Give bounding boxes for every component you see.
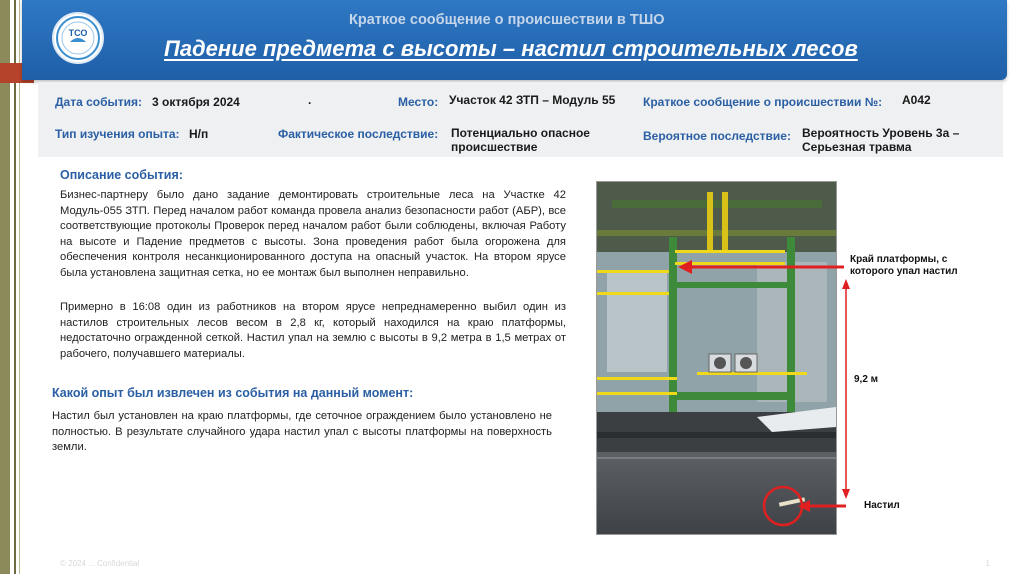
description-para-1: Бизнес-партнеру было дано задание демонтировать строительные леса на Участке 42 Модуль-055 ЗТП. Перед началом работ команда провела анализ безопасности работ (АБР), все соответствующие протоколы Проверок перед началом работ были соблюдены, включая Работу на высоте и Падение предметов с высоты. Зона проведения работ была огорожена для обеспечения контроля несанкционированного доступа на опасный участок. На втором ярусе была установлена защитная сетка, но ее монтаж был выполнен неправильно. bbox=[60, 189, 566, 279]
actual-consequence-label: Фактическое последствие: bbox=[278, 127, 439, 141]
actual-consequence-value: Потенциально опасное происшествие bbox=[451, 126, 590, 154]
annotation-height: 9,2 м bbox=[854, 374, 879, 385]
slide-header bbox=[22, 0, 1007, 80]
photo-annotations bbox=[596, 181, 856, 533]
company-logo bbox=[52, 12, 104, 64]
place-value: Участок 42 ЗТП – Модуль 55 bbox=[449, 93, 616, 107]
probable-consequence-label: Вероятное последствие: bbox=[643, 129, 791, 143]
incident-info-bar bbox=[38, 82, 1003, 157]
svg-text:ТСО: ТСО bbox=[68, 28, 88, 38]
place-label: Место: bbox=[398, 95, 439, 109]
study-type-label: Тип изучения опыта: bbox=[55, 127, 180, 141]
left-decor-line-light bbox=[19, 0, 20, 574]
footer-text: © 2024 ... Confidential bbox=[60, 559, 140, 568]
report-label: Краткое сообщение о происшествии №: bbox=[643, 95, 883, 109]
report-value: А042 bbox=[902, 93, 931, 107]
description-para-2: Примерно в 16:08 один из работников на втором ярусе непреднамеренно выбил один из настилов строительных лесов весом в 2,8 кг, который находился на краю платформы, недостаточно огражденной сеткой. Настил упал на землю с высоты в 9,2 метра в 1,5 метрах от рабочего, получавшего материалы. bbox=[60, 301, 566, 360]
dot-mark: . bbox=[308, 93, 312, 107]
study-type-value: Н/п bbox=[189, 127, 209, 141]
annotation-platform-edge: Край платформы, с которого упал настил bbox=[850, 254, 958, 277]
date-label: Дата события: bbox=[55, 95, 143, 109]
lesson-text: Настил был установлен на краю платформы, где сеточное ограждением было установлено не полностью. В результате случайного удара настил упал с высоты платформы на поверхность земли. bbox=[52, 410, 552, 454]
slide-title: Падение предмета с высоты – настил строительных лесов bbox=[164, 36, 858, 61]
left-decor-bar bbox=[0, 0, 10, 574]
lesson-title: Какой опыт был извлечен из события на данный момент: bbox=[52, 386, 414, 400]
page-number: 1 bbox=[985, 559, 990, 568]
left-decor-line bbox=[14, 0, 16, 574]
description-title: Описание события: bbox=[60, 168, 183, 182]
probable-consequence-value: Вероятность Уровень 3а – Серьезная травма bbox=[802, 126, 960, 154]
header-subtitle: Краткое сообщение о происшествии в ТШО bbox=[349, 12, 665, 28]
date-value: 3 октября 2024 bbox=[152, 95, 240, 109]
annotation-plank: Настил bbox=[864, 500, 900, 511]
